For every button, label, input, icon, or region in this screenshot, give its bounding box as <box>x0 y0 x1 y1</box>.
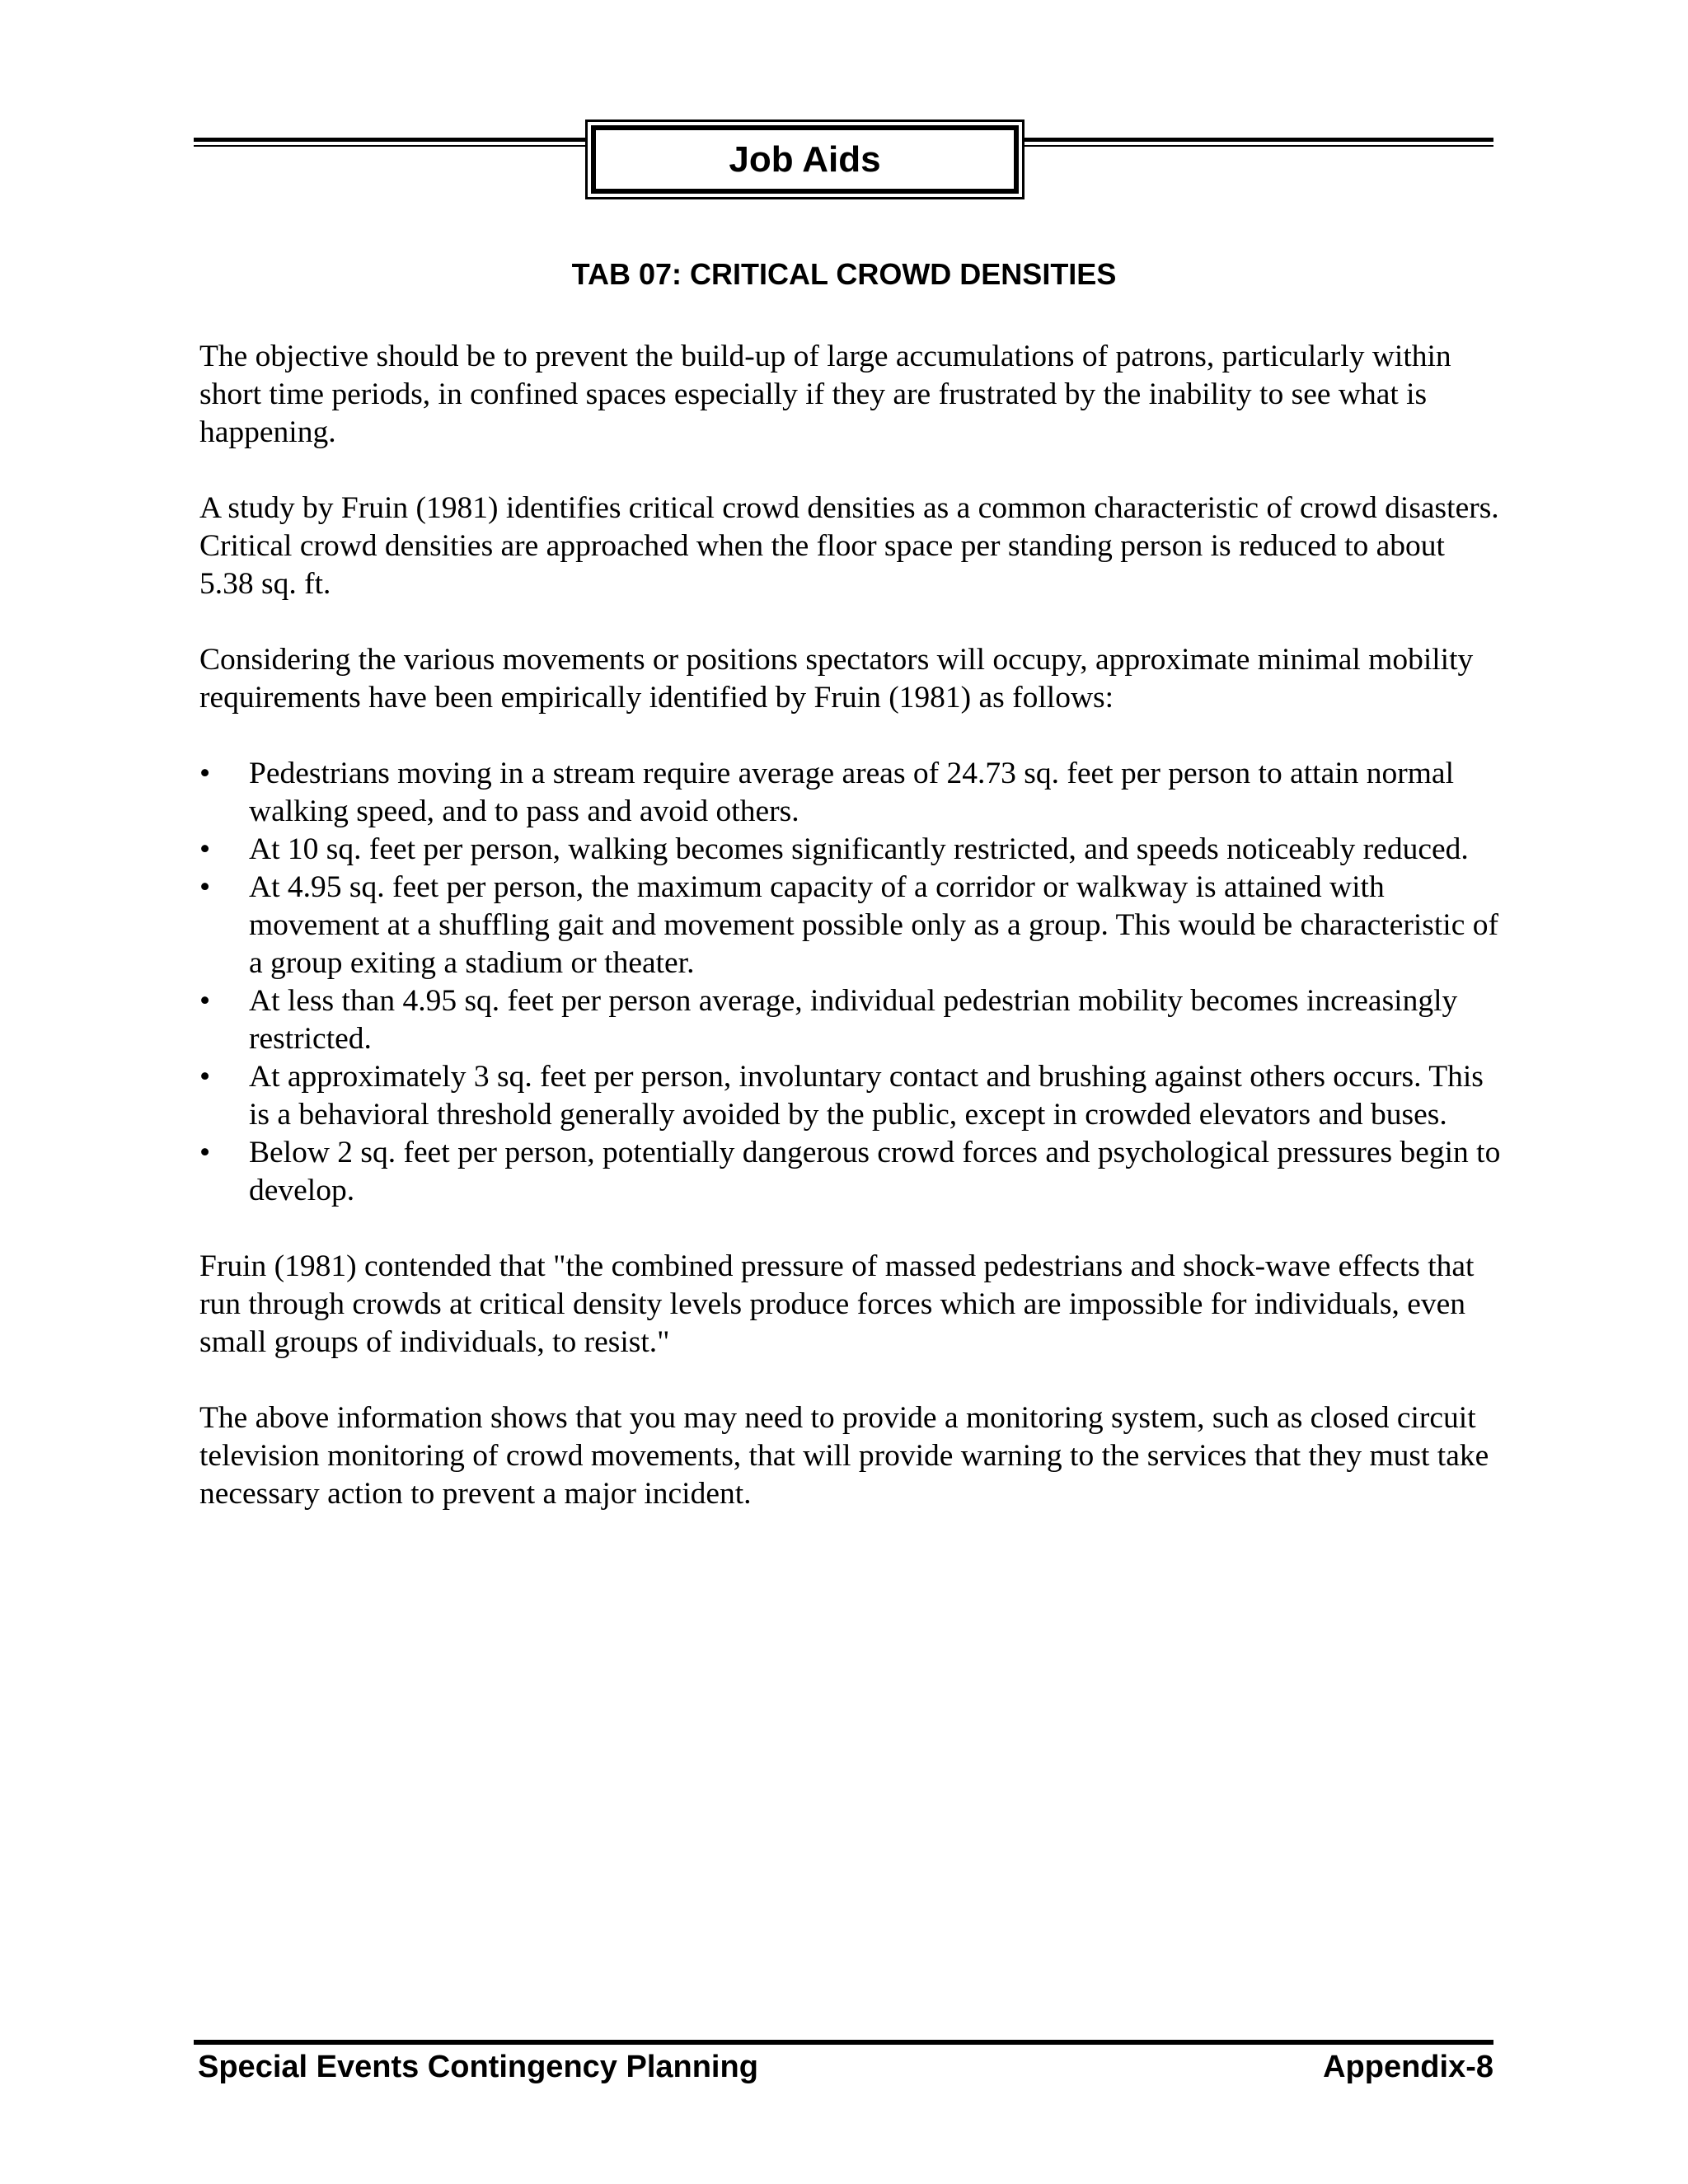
bullet-icon: • <box>199 1136 211 1169</box>
list-item-text: At 10 sq. feet per person, walking becomes significantly restricted, and speeds noticeably reduced. <box>249 832 1469 866</box>
list-item <box>199 869 1502 982</box>
list-item-text: At 4.95 sq. feet per person, the maximum capacity of a corridor or walkway is attained with movement at a shuffling gait and movement possible only as a group. This would be characteristic of a group exiting a stadium or theater. <box>249 870 1498 980</box>
paragraph-objective: The objective should be to prevent the build-up of large accumulations of patrons, particularly within short time periods, in confined spaces especially if they are frustrated by the inability to see what is happening. <box>199 340 1451 449</box>
paragraph-monitoring: The above information shows that you may need to provide a monitoring system, such as closed circuit television monitoring of crowd movements, that will provide warning to the services that they must take necessary action to prevent a major incident. <box>199 1401 1489 1511</box>
header-rule-right <box>1022 138 1493 147</box>
page-footer <box>198 2047 1493 2087</box>
list-item-text: At less than 4.95 sq. feet per person average, individual pedestrian mobility becomes increasingly restricted. <box>249 984 1458 1056</box>
list-item <box>199 1134 1502 1210</box>
footer-rule <box>194 2040 1493 2045</box>
header-rule-left <box>194 138 588 147</box>
paragraph-fruin-quote: Fruin (1981) contended that "the combined pressure of massed pedestrians and shock-wave effects that run through crowds at critical density levels produce forces which are impossible for individuals, even small groups of individuals, to resist." <box>199 1249 1475 1359</box>
list-item <box>199 755 1502 831</box>
list-item <box>199 982 1502 1058</box>
list-item <box>199 1058 1502 1134</box>
bullet-icon: • <box>199 1060 211 1094</box>
mobility-requirements-list <box>199 755 1502 1210</box>
list-item-text: Below 2 sq. feet per person, potentially dangerous crowd forces and psychological pressures begin to develop. <box>249 1136 1501 1207</box>
footer-page-number: Appendix-8 <box>1323 2050 1493 2084</box>
page-title: TAB 07: CRITICAL CROWD DENSITIES <box>571 257 1117 291</box>
document-body <box>199 338 1502 1551</box>
list-item-text: Pedestrians moving in a stream require average areas of 24.73 sq. feet per person to attain normal walking speed, and to pass and avoid others. <box>249 757 1454 828</box>
list-item-text: At approximately 3 sq. feet per person, involuntary contact and brushing against others occurs. This is a behavioral threshold generally avoided by the public, except in crowded elevators and buses. <box>249 1060 1484 1132</box>
header-box <box>585 120 1025 199</box>
footer-document-title: Special Events Contingency Planning <box>198 2050 758 2084</box>
header-label: Job Aids <box>591 125 1019 194</box>
bullet-icon: • <box>199 984 211 1018</box>
list-item <box>199 831 1502 869</box>
bullet-icon: • <box>199 757 211 790</box>
paragraph-fruin-study: A study by Fruin (1981) identifies critical crowd densities as a common characteristic of crowd disasters. Critical crowd densities are approached when the floor space per standing person is reduced to about 5.38 sq. ft. <box>199 491 1499 601</box>
bullet-icon: • <box>199 870 211 904</box>
paragraph-mobility-intro: Considering the various movements or positions spectators will occupy, approximate minimal mobility requirements have been empirically identified by Fruin (1981) as follows: <box>199 643 1474 715</box>
bullet-icon: • <box>199 832 211 866</box>
